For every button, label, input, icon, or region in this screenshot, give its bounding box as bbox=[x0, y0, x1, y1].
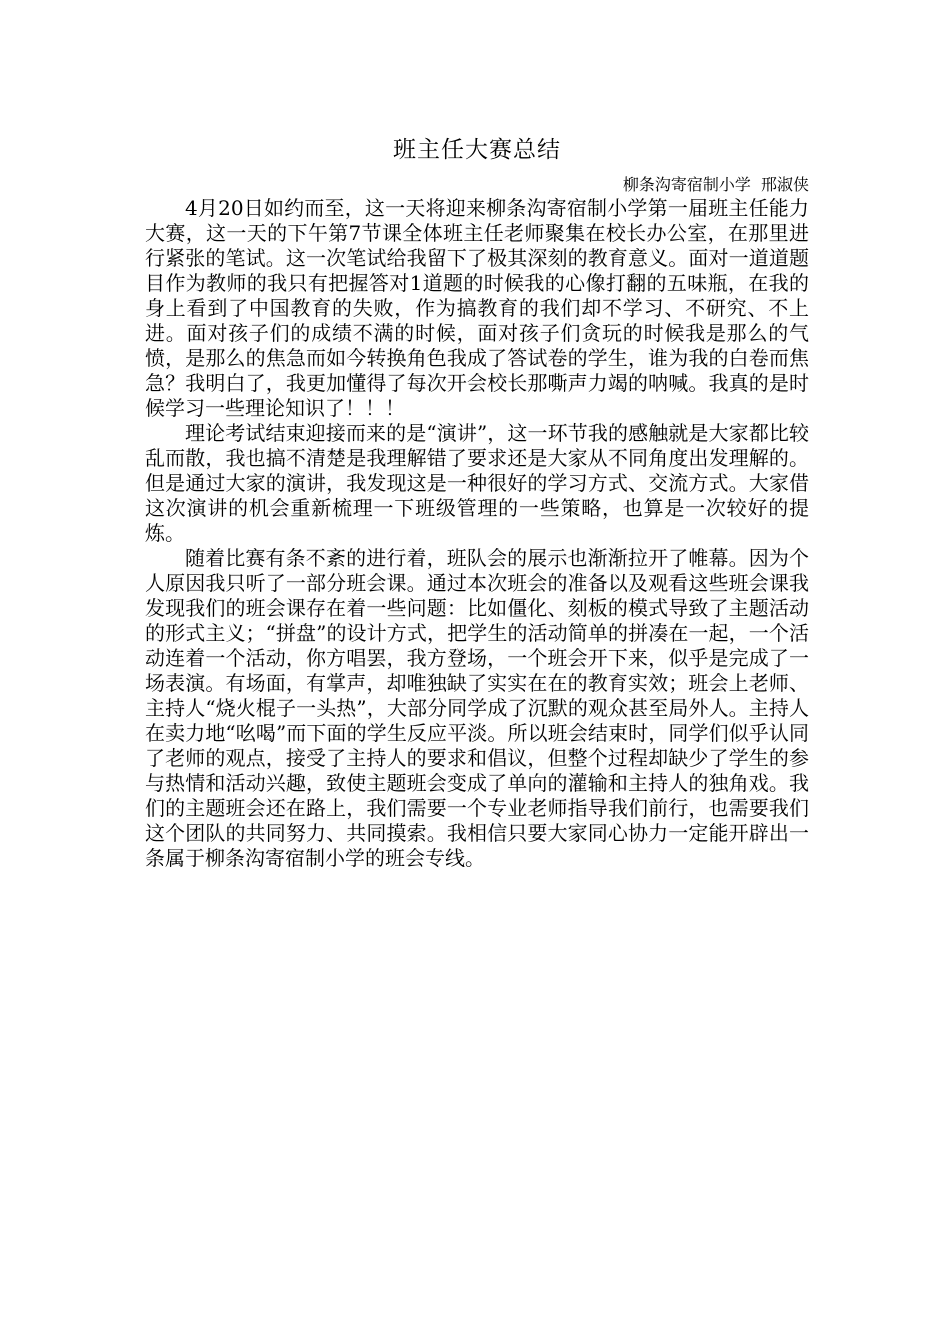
paragraph-1: 4月20日如约而至，这一天将迎来柳条沟寄宿制小学第一届班主任能力大赛，这一天的下午第7节课全体班主任老师聚集在校长办公室，在那里进行紧张的笔试。这一次笔试给我留下了极其深刻的教育意义。面对一道道题目作为教师的我只有把握答对1道题的时候我的心像打翻的五味瓶，在我的身上看到了中国教育的失败，作为搞教育的我们却不学习、不研究、不上进。面对孩子们的成绩不满的时候，面对孩子们贪玩的时候我是那么的气愤，是那么的焦急而如今转换角色我成了答试卷的学生，谁为我的白卷而焦急？我明白了，我更加懂得了每次开会校长那嘶声力竭的呐喊。我真的是时候学习一些理论知识了！！！ bbox=[145, 196, 809, 420]
document-title: 班主任大赛总结 bbox=[393, 137, 561, 163]
paragraph-3: 随着比赛有条不紊的进行着，班队会的展示也渐渐拉开了帷幕。因为个人原因我只听了一部分班会课。通过本次班会的准备以及观看这些班会课我发现我们的班会课存在着一些问题：比如僵化、刻板的模式导致了主题活动的形式主义；“拼盘”的设计方式，把学生的活动简单的拼凑在一起，一个活动连着一个活动，你方唱罢，我方登场，一个班会开下来，似乎是完成了一场表演。有场面，有掌声，却唯独缺了实实在在的教育实效；班会上老师、主持人“烧火棍子一头热”，大部分同学成了沉默的观众甚至局外人。主持人在卖力地“吆喝”而下面的学生反应平淡。所以班会结束时，同学们似乎认同了老师的观点，接受了主持人的要求和倡议，但整个过程却缺少了学生的参与热情和活动兴趣，致使主题班会变成了单向的灌输和主持人的独角戏。我们的主题班会还在路上，我们需要一个专业老师指导我们前行，也需要我们这个团队的共同努力、共同摸索。我相信只要大家同心协力一定能开辟出一条属于柳条沟寄宿制小学的班会专线。 bbox=[145, 546, 809, 870]
document-page bbox=[145, 134, 809, 871]
paragraph-2: 理论考试结束迎接而来的是“演讲”，这一环节我的感触就是大家都比较乱而散，我也搞不清楚是我理解错了要求还是大家从不同角度出发理解的。但是通过大家的演讲，我发现这是一种很好的学习方式、交流方式。大家借这次演讲的机会重新梳理一下班级管理的一些策略，也算是一次较好的提炼。 bbox=[145, 421, 809, 545]
document-author: 柳条沟寄宿制小学 邢淑侠 bbox=[622, 175, 809, 194]
